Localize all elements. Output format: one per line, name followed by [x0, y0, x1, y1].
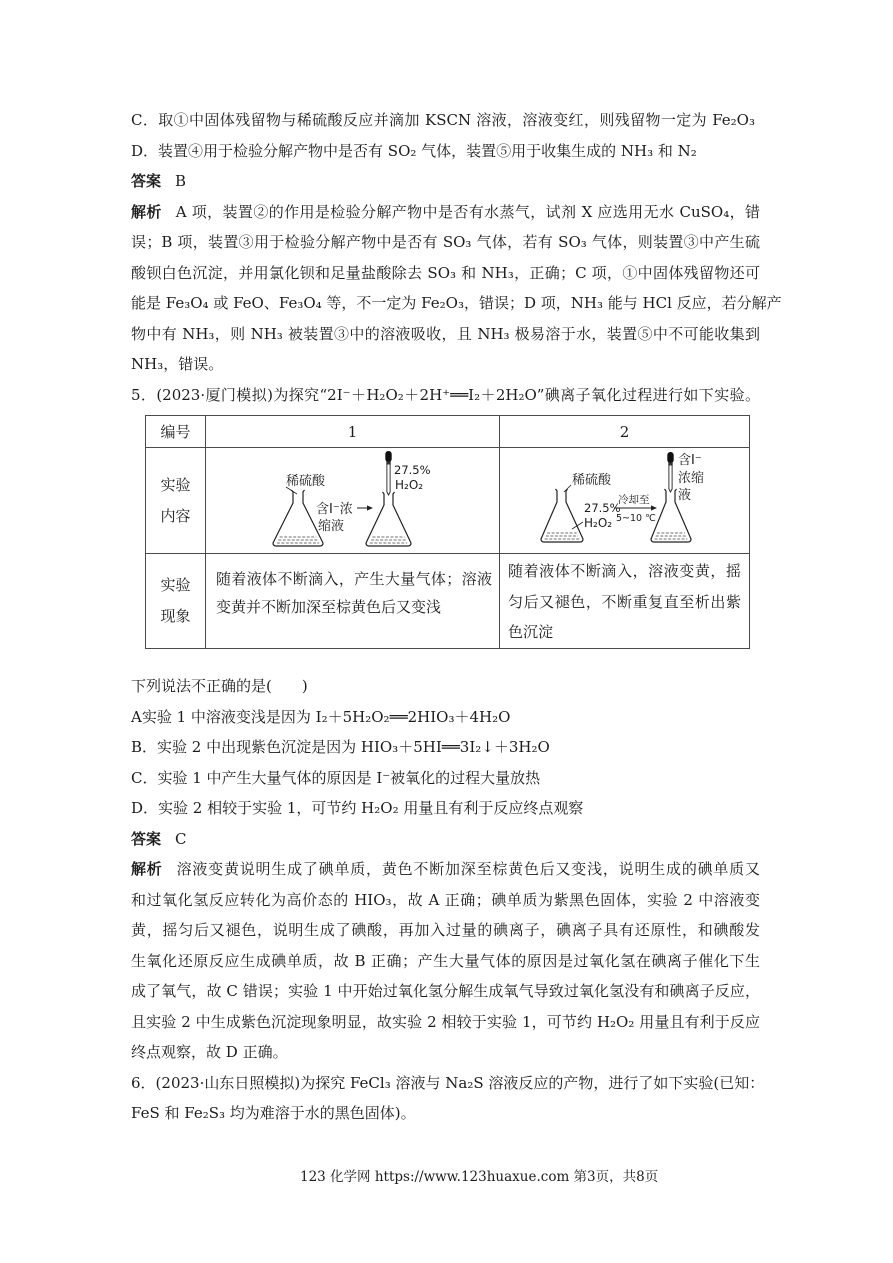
analysis-line: 能是 Fe₃O₄ 或 FeO、Fe₃O₄ 等，不一定为 Fe₂O₃，错误；D 项，NH₃ 能与 HCl 反应，若分解产 [131, 294, 782, 312]
dropper-stem [669, 466, 672, 493]
option-c: C．取①中固体残留物与稀硫酸反应并滴加 KSCN 溶液，溶液变红，则残留物一定为 Fe₂O₃ [131, 111, 755, 129]
dropper-collar [668, 463, 672, 466]
experiment-1-diagram [206, 448, 499, 553]
analysis-line: 酸钡白色沉淀，并用氯化钡和足量盐酸除去 SO₃ 和 NH₃，正确；C 项，①中固体残留物还可 [131, 263, 760, 282]
analysis-text: 溶液变黄说明生成了碘单质，黄色不断加深至棕黄色后又变浅，说明生成的碘单质又 [176, 860, 760, 878]
analysis-line: 黄，摇匀后又褪色，说明生成了碘酸，再加入过量的碘离子，碘离子具有还原性，和碘酸发 [131, 921, 760, 939]
experiment-1-diagram-cell [206, 448, 500, 554]
analysis-line [131, 197, 760, 228]
analysis-text: A 项，装置②的作用是检验分解产物中是否有水蒸气，试剂 X 应选用无水 CuSO₄，错 [175, 202, 760, 221]
analysis-line: NH₃，错误。 [131, 355, 224, 373]
dropper-collar [386, 462, 390, 465]
question4-continuation [131, 105, 782, 410]
condition-label-line-2: 5~10 ℃ [616, 513, 656, 524]
acid-label: 稀硫酸 [286, 474, 326, 489]
option-d: D．实验 2 相较于实验 1，可节约 H₂O₂ 用量且有利于反应终点观察 [131, 799, 584, 817]
question6-stem-line-2: FeS 和 Fe₂S₃ 均为难溶于水的黑色固体)。 [131, 1104, 416, 1122]
flask-outline [541, 489, 583, 542]
experiment-2-result [500, 554, 750, 649]
added-label-line-1: 含I⁻ [678, 453, 702, 468]
analysis-line: 生氧化还原反应生成碘单质，故 B 正确；产生大量气体的原因是过氧化氢在碘离子催化下生 [131, 951, 760, 970]
result-line: 色沉淀 [508, 623, 554, 641]
acid-flask [273, 490, 323, 546]
result-line: 变黄并不断加深至棕黄色后又变浅 [216, 598, 442, 616]
flask-outline [366, 492, 411, 546]
option-a: A实验 1 中溶液变浅是因为 I₂＋5H₂O₂══2HIO₃＋4H₂O [131, 707, 511, 726]
header-experiment-1: 1 [206, 416, 500, 448]
reagent-concentration-label: 27.5% [584, 501, 621, 515]
analysis-line: 终点观察，故 D 正确。 [131, 1043, 288, 1061]
experiment-2-diagram-cell [500, 448, 750, 554]
content-label-line: 内容 [160, 506, 191, 525]
condition-label-line-1: 冷却至 [618, 494, 650, 506]
answer-label: 答案 [131, 829, 162, 848]
reagent-formula-label: H₂O₂ [584, 516, 613, 530]
table-content-row [146, 448, 750, 554]
content-label [146, 448, 206, 554]
page-footer: 123 化学网 https://www.123huaxue.com 第3页，共8页 [300, 1169, 659, 1185]
result-text [500, 554, 741, 648]
experiment-2-diagram [500, 448, 749, 553]
experiment-table [145, 415, 750, 649]
added-label-line-2: 缩液 [318, 519, 345, 534]
header-experiment-2: 2 [500, 416, 750, 448]
reagent-dropper [385, 451, 391, 495]
answer-line [131, 824, 760, 855]
question6-stem-line-1: 6．(2023·山东日照模拟)为探究 FeCl₃ 溶液与 Na₂S 溶液反应的产物，进行了如下实验(已知： [131, 1073, 765, 1092]
acid-label: 稀硫酸 [572, 473, 612, 488]
content-label-line: 实验 [160, 475, 191, 494]
dropper-bulb [667, 452, 673, 463]
flask-outline [273, 490, 323, 546]
result-label [146, 554, 206, 649]
table-header-row [146, 416, 750, 448]
reaction-flask [366, 492, 411, 546]
arrow-head [651, 505, 657, 510]
header-number-label: 编号 [146, 416, 206, 448]
analysis-line: 物中有 NH₃，则 NH₃ 被装置③中的溶液吸收，且 NH₃ 极易溶于水，装置⑤中不可能收集到 [131, 324, 760, 343]
answer-value: C [175, 829, 187, 848]
analysis-label: 解析 [131, 860, 163, 878]
analysis-line: 误；B 项，装置③用于检验分解产物中是否有 SO₃ 气体，若有 SO₃ 气体，则装置③中产生硫 [131, 233, 760, 251]
answer-line [131, 166, 760, 197]
result-line: 匀后又褪色，不断重复直至析出紫 [508, 592, 741, 611]
answer-label: 答案 [131, 172, 162, 190]
question5-stem: 5．(2023·厦门模拟)为探究“2I⁻＋H₂O₂＋2H⁺══I₂＋2H₂O”碘离子氧化过程进行如下实验。 [131, 385, 760, 404]
analysis-line: 和过氧化氢反应转化为高价态的 HIO₃，故 A 正确；碘单质为紫黑色固体，实验 2 中溶液变 [131, 890, 760, 909]
result-line: 随着液体不断滴入，溶液变黄，摇 [508, 562, 741, 580]
option-b: B．实验 2 中出现紫色沉淀是因为 HIO₃＋5HI══3I₂↓＋3H₂O [131, 738, 550, 756]
result-label-line: 实验 [160, 575, 191, 594]
experiment-1-result [206, 554, 500, 649]
added-label-line-1: 含I⁻浓 [316, 502, 353, 517]
acid-flask [541, 489, 583, 542]
concentrate-dropper [667, 452, 673, 492]
addition-arrow [357, 505, 373, 510]
result-label-line: 现象 [160, 606, 191, 625]
question-prompt: 下列说法不正确的是( ) [131, 677, 308, 695]
analysis-line [131, 854, 760, 885]
experiment-1-apparatus [206, 448, 500, 553]
added-label-line-2: 浓缩 [678, 471, 705, 486]
label-leader-line [564, 485, 571, 492]
table-result-row [146, 554, 750, 649]
dropper-stem [387, 465, 390, 496]
added-label-line-3: 液 [678, 488, 692, 503]
option-c: C．实验 1 中产生大量气体的原因是 I⁻被氧化的过程大量放热 [131, 768, 541, 787]
arrow-head [367, 505, 373, 510]
reagent-formula-label: H₂O₂ [395, 478, 424, 492]
reagent-concentration-label: 27.5% [394, 463, 431, 477]
result-text [206, 554, 492, 621]
answer-value: B [175, 172, 187, 190]
dropper-bulb [385, 451, 391, 462]
experiment-2-apparatus [500, 448, 749, 553]
option-d: D．装置④用于检验分解产物中是否有 SO₂ 气体，装置⑤用于收集生成的 NH₃ 和 N₂ [131, 141, 697, 160]
analysis-label: 解析 [131, 202, 162, 221]
question5-body [131, 671, 765, 1129]
analysis-line: 且实验 2 中生成紫色沉淀现象明显，故实验 2 相较于实验 1，可节约 H₂O₂ 用量且有利于反应 [131, 1012, 760, 1031]
result-line: 随着液体不断滴入，产生大量气体；溶液 [216, 570, 492, 588]
analysis-line: 成了氧气，故 C 错误；实验 1 中开始过氧化氢分解生成氧气导致过氧化氢没有和碘离子反应， [131, 982, 760, 1000]
